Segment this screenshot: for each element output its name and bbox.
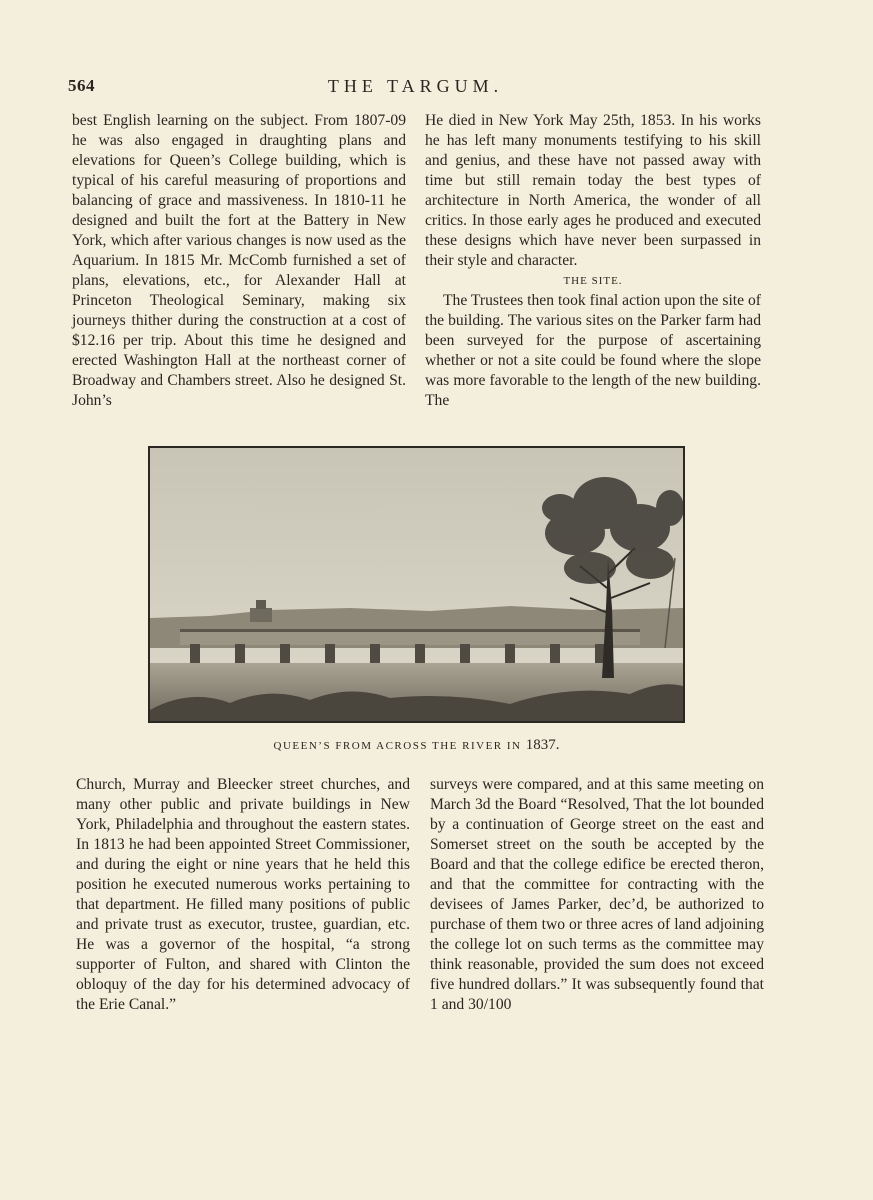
caption-text: QUEEN’S FROM ACROSS THE RIVER IN: [273, 740, 522, 752]
caption-year: 1837.: [525, 737, 560, 753]
paragraph: He died in New York May 25th, 1853. In his works he has left many monuments testifying to his skill and genius, and these have not passed away with time but still remain today the best types of architecture in North America, the wonder of all critics. In those early ages he produced and executed these designs which have never been surpassed in their style and character.: [425, 112, 761, 269]
river-landscape-picture: [150, 448, 683, 721]
running-header: [68, 76, 763, 100]
engraving-illustration: [148, 446, 685, 723]
paragraph: Church, Murray and Bleecker street churches, and many other public and private buildings in New York, Philadelphia and throughout the eastern states. In 1813 he had been appointed Street Commissioner, and during the eight or nine years that he held this position he executed numerous works pertaining to that department. He filled many positions of public and private trust as executor, trustee, guardian, etc. He was a governor of the hospital, “a strong supporter of Fulton, and shared with Clinton the obloquy of the day for his determined advocacy of the Erie Canal.”: [76, 776, 410, 1013]
paragraph: surveys were compared, and at this same meeting on March 3d the Board “Resolved, That the lot bounded by a continuation of George street on the east and Somerset street on the south be accepted by the Board and that the college edifice be erected theron, and that the committee for contracting with the devisees of James Parker, dec’d, be authorized to purchase of them two or three acres of land adjoining the college lot on such terms as the committee may think reasonable, provided the sum does not exceed five hundred dollars.” It was subsequently found that 1 and 30/100: [430, 776, 764, 1013]
journal-title: THE TARGUM.: [327, 76, 504, 96]
column-bottom-right: [430, 775, 764, 1015]
page-number: 564: [68, 76, 95, 95]
column-top-right: [425, 111, 761, 411]
column-bottom-left: [76, 775, 410, 1015]
column-top-left: [72, 111, 406, 411]
paragraph: best English learning on the subject. From 1807-09 he was also engaged in draughting plans and elevations for Queen’s College building, which is typical of his careful measuring of proportions and balancing of grace and massiveness. In 1810-11 he designed and built the fort at the Battery in New York, which after various changes is now used as the Aquarium. In 1815 Mr. McComb furnished a set of plans, elevations, etc., for Alexander Hall at Princeton Theological Seminary, making six journeys thither during the construction at a cost of $12.16 per trip. About this time he designed and erected Washington Hall at the northeast corner of Broadway and Chambers street. Also he designed St. John’s: [72, 112, 406, 409]
section-heading: THE SITE.: [563, 275, 623, 287]
figure-caption: [148, 737, 685, 754]
paragraph: The Trustees then took final action upon the site of the building. The various sites on the Parker farm had been surveyed for the purpose of ascertaining whether or not a site could be found where the slope was more favorable to the length of the new building. The: [425, 292, 761, 409]
